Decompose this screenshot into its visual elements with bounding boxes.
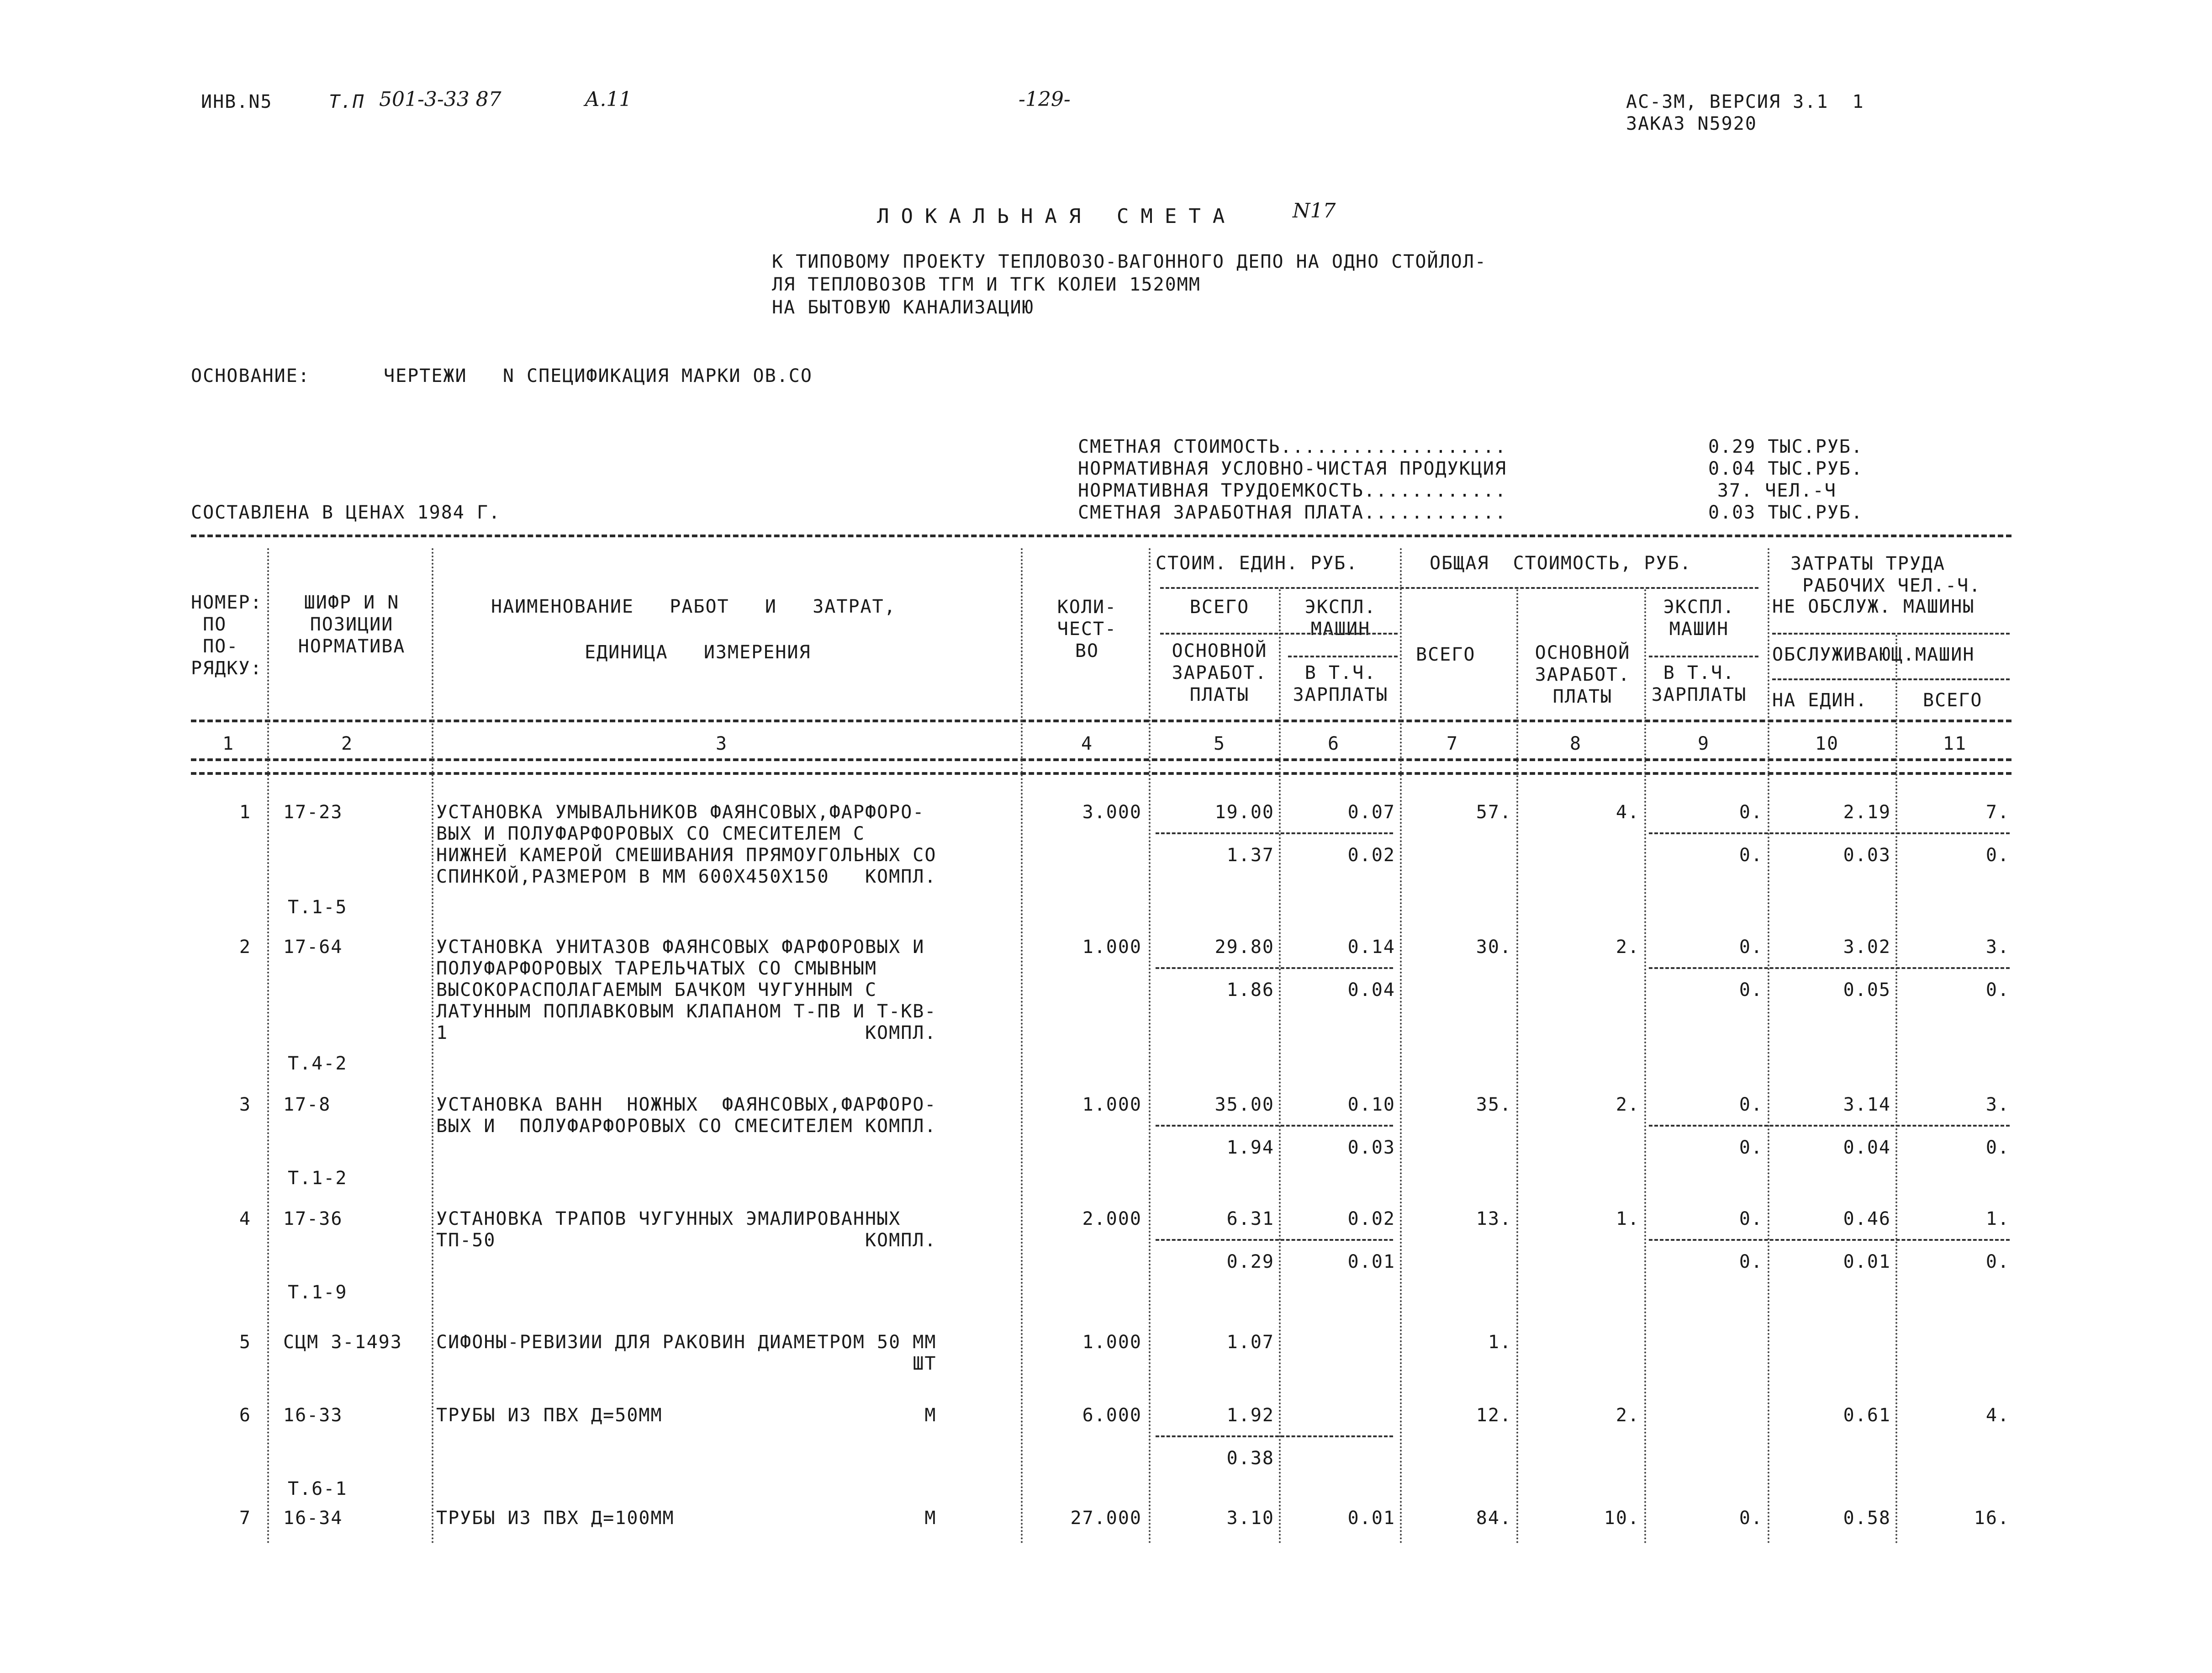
row-description-line: ПОЛУФАРФОРОВЫХ ТАРЕЛЬЧАТЫХ СО СМЫВНЫМ <box>436 958 877 979</box>
subtitle-line-3: НА БЫТОВУЮ КАНАЛИЗАЦИЮ <box>772 297 1034 318</box>
summary-value-labor: 37. ЧЕЛ.-Ч <box>1717 480 1837 501</box>
document-number: N17 <box>1293 199 1336 222</box>
cell-subrule <box>1156 1125 1393 1127</box>
row-labor-unit-2: 0.03 <box>1843 845 1891 866</box>
row-machine-wage: 0. <box>1739 1508 1763 1529</box>
summary-value-wage: 0.03 ТЫС.РУБ. <box>1708 502 1864 523</box>
column-separator <box>267 548 269 1544</box>
row-description-line: ВЫХ И ПОЛУФАРФОРОВЫХ СО СМЕСИТЕЛЕМ КОМПЛ. <box>436 1116 937 1137</box>
row-description-line: ТП-50 КОМПЛ. <box>436 1230 937 1251</box>
cell-subrule <box>1156 832 1393 834</box>
row-sum: 1. <box>1488 1332 1512 1353</box>
row-sum: 57. <box>1476 802 1512 823</box>
row-description-line: ВЫХ И ПОЛУФАРФОРОВЫХ СО СМЕСИТЕЛЕМ С <box>436 823 865 844</box>
page-number: -129- <box>1019 88 1071 111</box>
row-unit-wage: 0.38 <box>1226 1448 1274 1469</box>
col-header-total-cost: ОБЩАЯ СТОИМОСТЬ, РУБ. <box>1430 553 1692 574</box>
col-number-3: 3 <box>715 733 728 754</box>
cell-subrule <box>1649 832 2010 834</box>
subtitle-line-2: ЛЯ ТЕПЛОВОЗОВ ТГМ И ТГК КОЛЕИ 1520ММ <box>772 274 1201 295</box>
tp-number: 501-3-33 87 <box>379 88 502 111</box>
col-header-unit-total: ВСЕГО ОСНОВНОЙ ЗАРАБОТ. ПЛАТЫ <box>1172 597 1267 705</box>
column-separator <box>1895 635 1897 1544</box>
col-header-number: НОМЕР: ПО ПО- РЯДКУ: <box>191 592 263 679</box>
row-sum: 30. <box>1476 937 1512 958</box>
row-machine-wage: 0. <box>1739 1208 1763 1229</box>
row-quantity: 1.000 <box>1082 1332 1142 1353</box>
header-bottom-rule <box>191 720 2011 722</box>
row-description-line: ТРУБЫ ИЗ ПВХ Д=100ММ М <box>436 1508 937 1529</box>
summary-label-wage: СМЕТНАЯ ЗАРАБОТНАЯ ПЛАТА............ <box>1078 502 1507 523</box>
row-machine-wage-2: 0. <box>1739 1137 1763 1158</box>
summary-label-labor: НОРМАТИВНАЯ ТРУДОЕМКОСТЬ............ <box>1078 480 1507 501</box>
basis-value: ЧЕРТЕЖИ N СПЕЦИФИКАЦИЯ МАРКИ ОВ.СО <box>384 365 813 386</box>
row-machine-wage: 0. <box>1739 802 1763 823</box>
row-labor-total: 7. <box>1985 802 2010 823</box>
col-header-unit-machine: ЭКСПЛ. МАШИН В Т.Ч. ЗАРПЛАТЫ <box>1293 597 1388 705</box>
row-reference: Т.1-2 <box>288 1168 348 1189</box>
row-unit-machine: 0.10 <box>1347 1094 1395 1115</box>
row-unit-wage: 0.29 <box>1226 1251 1274 1272</box>
col-number-1: 1 <box>222 733 235 754</box>
column-separator <box>1021 548 1023 1544</box>
col-header-wage: ОСНОВНОЙ ЗАРАБОТ. ПЛАТЫ <box>1535 642 1631 707</box>
row-description-line: УСТАНОВКА ВАНН НОЖНЫХ ФАЯНСОВЫХ,ФАРФОРО- <box>436 1094 937 1115</box>
row-sum: 35. <box>1476 1094 1512 1115</box>
row-unit-wage: 1.37 <box>1226 845 1274 866</box>
column-separator <box>432 548 433 1544</box>
row-labor-total-2: 0. <box>1985 1251 2010 1272</box>
column-separator <box>1400 548 1402 1544</box>
row-sum: 12. <box>1476 1405 1512 1426</box>
column-separator <box>1768 548 1769 1544</box>
row-unit-machine-wage: 0.03 <box>1347 1137 1395 1158</box>
column-separator <box>1516 589 1518 1544</box>
row-labor-unit: 0.58 <box>1843 1508 1891 1529</box>
header-subrule <box>1288 656 1398 657</box>
col-header-unit-cost: СТОИМ. ЕДИН. РУБ. <box>1156 553 1358 574</box>
col-number-10: 10 <box>1815 733 1839 754</box>
col-header-labor-total: ВСЕГО <box>1923 690 1983 711</box>
row-unit-wage: 1.86 <box>1226 979 1274 1001</box>
row-labor-unit: 2.19 <box>1843 802 1891 823</box>
row-description-line: 1 КОМПЛ. <box>436 1022 937 1043</box>
cell-subrule <box>1156 967 1393 969</box>
row-number: 5 <box>239 1332 251 1353</box>
row-description-line: НИЖНЕЙ КАМЕРОЙ СМЕШИВАНИЯ ПРЯМОУГОЛЬНЫХ СО <box>436 845 937 866</box>
row-unit-machine: 0.02 <box>1347 1208 1395 1229</box>
row-machine-wage: 0. <box>1739 937 1763 958</box>
row-unit-total: 35.00 <box>1214 1094 1274 1115</box>
row-labor-total: 1. <box>1985 1208 2010 1229</box>
row-number: 3 <box>239 1094 251 1115</box>
row-quantity: 1.000 <box>1082 937 1142 958</box>
col-header-unit: ЕДИНИЦА ИЗМЕРЕНИЯ <box>585 642 811 663</box>
prices-note: СОСТАВЛЕНА В ЦЕНАХ 1984 Г. <box>191 502 501 523</box>
row-quantity: 6.000 <box>1082 1405 1142 1426</box>
row-labor-unit: 0.46 <box>1843 1208 1891 1229</box>
row-description-line: ШТ <box>436 1353 937 1374</box>
column-separator <box>1279 589 1281 1544</box>
row-unit-total: 1.07 <box>1226 1332 1274 1353</box>
col-header-labor-not-serving: НЕ ОБСЛУЖ. МАШИНЫ <box>1772 596 1975 617</box>
row-quantity: 1.000 <box>1082 1094 1142 1115</box>
row-wage-sum: 10. <box>1604 1508 1640 1529</box>
header-subrule <box>1772 633 2010 635</box>
row-quantity: 2.000 <box>1082 1208 1142 1229</box>
row-reference: Т.1-5 <box>288 897 348 918</box>
col-number-4: 4 <box>1081 733 1093 754</box>
row-description-line: УСТАНОВКА ТРАПОВ ЧУГУННЫХ ЭМАЛИРОВАННЫХ <box>436 1208 901 1229</box>
col-number-11: 11 <box>1943 733 1967 754</box>
row-wage-sum: 2. <box>1615 1094 1640 1115</box>
row-labor-total-2: 0. <box>1985 979 2010 1001</box>
row-unit-total: 6.31 <box>1226 1208 1274 1229</box>
column-separator <box>1644 589 1646 1544</box>
summary-value-production: 0.04 ТЫС.РУБ. <box>1708 458 1864 479</box>
row-labor-total: 3. <box>1985 1094 2010 1115</box>
row-code: 17-8 <box>283 1094 331 1115</box>
col-number-7: 7 <box>1446 733 1459 754</box>
header-subrule <box>1772 678 2010 680</box>
row-labor-total: 3. <box>1985 937 2010 958</box>
system-version: АС-3М, ВЕРСИЯ 3.1 1 <box>1626 91 1864 112</box>
order-number: ЗАКАЗ N5920 <box>1626 113 1757 134</box>
row-labor-unit-2: 0.04 <box>1843 1137 1891 1158</box>
col-header-name: НАИМЕНОВАНИЕ РАБОТ И ЗАТРАТ, <box>491 596 896 617</box>
tp-label: Т.П <box>329 91 365 112</box>
row-unit-machine-wage: 0.04 <box>1347 979 1395 1001</box>
col-header-machine: ЭКСПЛ. МАШИН В Т.Ч. ЗАРПЛАТЫ <box>1651 597 1747 705</box>
summary-value-cost: 0.29 ТЫС.РУБ. <box>1708 436 1864 457</box>
row-labor-unit-2: 0.05 <box>1843 979 1891 1001</box>
row-unit-machine-wage: 0.02 <box>1347 845 1395 866</box>
row-number: 7 <box>239 1508 251 1529</box>
row-machine-wage-2: 0. <box>1739 1251 1763 1272</box>
row-description-line: СИФОНЫ-РЕВИЗИИ ДЛЯ РАКОВИН ДИАМЕТРОМ 50 ММ <box>436 1332 937 1353</box>
row-description-line: УСТАНОВКА УМЫВАЛЬНИКОВ ФАЯНСОВЫХ,ФАРФОРО- <box>436 802 925 823</box>
summary-label-production: НОРМАТИВНАЯ УСЛОВНО-ЧИСТАЯ ПРОДУКЦИЯ <box>1078 458 1507 479</box>
row-sum: 84. <box>1476 1508 1512 1529</box>
row-machine-wage-2: 0. <box>1739 979 1763 1001</box>
row-labor-total-2: 0. <box>1985 1137 2010 1158</box>
cell-subrule <box>1649 967 2010 969</box>
row-quantity: 3.000 <box>1082 802 1142 823</box>
header-subrule <box>1160 587 1758 589</box>
row-code: 16-34 <box>283 1508 343 1529</box>
col-header-sum: ВСЕГО <box>1416 644 1476 665</box>
col-number-8: 8 <box>1569 733 1582 754</box>
col-header-qty: КОЛИ- ЧЕСТ- ВО <box>1057 597 1117 662</box>
row-labor-unit-2: 0.01 <box>1843 1251 1891 1272</box>
numbers-bottom-rule-2 <box>191 772 2011 775</box>
row-machine-wage: 0. <box>1739 1094 1763 1115</box>
row-labor-total-2: 0. <box>1985 845 2010 866</box>
col-number-6: 6 <box>1327 733 1340 754</box>
row-machine-wage-2: 0. <box>1739 845 1763 866</box>
cell-subrule <box>1649 1239 2010 1241</box>
row-code: 16-33 <box>283 1405 343 1426</box>
col-number-9: 9 <box>1697 733 1710 754</box>
col-header-labor-serving: ОБСЛУЖИВАЮЩ.МАШИН <box>1772 644 1975 665</box>
row-labor-unit: 3.02 <box>1843 937 1891 958</box>
row-code: 17-64 <box>283 937 343 958</box>
row-unit-wage: 1.94 <box>1226 1137 1274 1158</box>
row-unit-machine: 0.14 <box>1347 937 1395 958</box>
row-reference: Т.1-9 <box>288 1282 348 1303</box>
row-description-line: СПИНКОЙ,РАЗМЕРОМ В ММ 600Х450Х150 КОМПЛ. <box>436 866 937 887</box>
row-unit-machine: 0.07 <box>1347 802 1395 823</box>
row-labor-unit: 3.14 <box>1843 1094 1891 1115</box>
numbers-bottom-rule-1 <box>191 758 2011 761</box>
row-number: 1 <box>239 802 251 823</box>
album-number: А.11 <box>585 88 632 111</box>
cell-subrule <box>1649 1125 2010 1127</box>
row-quantity: 27.000 <box>1070 1508 1142 1529</box>
document-title: ЛОКАЛЬНАЯ СМЕТА <box>877 205 1237 228</box>
col-header-labor: ЗАТРАТЫ ТРУДА РАБОЧИХ ЧЕЛ.-Ч. <box>1790 553 1981 596</box>
row-number: 6 <box>239 1405 251 1426</box>
row-description-line: УСТАНОВКА УНИТАЗОВ ФАЯНСОВЫХ ФАРФОРОВЫХ И <box>436 937 925 958</box>
row-description-line: ЛАТУННЫМ ПОПЛАВКОВЫМ КЛАПАНОМ Т-ПВ И Т-КВ- <box>436 1001 937 1022</box>
row-number: 4 <box>239 1208 251 1229</box>
cell-subrule <box>1156 1239 1393 1241</box>
table-top-rule <box>191 535 2011 537</box>
row-unit-machine: 0.01 <box>1347 1508 1395 1529</box>
row-code: 17-36 <box>283 1208 343 1229</box>
summary-label-cost: СМЕТНАЯ СТОИМОСТЬ................... <box>1078 436 1507 457</box>
row-description-line: ТРУБЫ ИЗ ПВХ Д=50ММ М <box>436 1405 937 1426</box>
row-code: СЦМ 3-1493 <box>283 1332 402 1353</box>
row-unit-total: 3.10 <box>1226 1508 1274 1529</box>
row-labor-total: 4. <box>1985 1405 2010 1426</box>
col-number-5: 5 <box>1213 733 1226 754</box>
row-unit-total: 1.92 <box>1226 1405 1274 1426</box>
column-separator <box>1149 548 1151 1544</box>
basis-label: ОСНОВАНИЕ: <box>191 365 310 386</box>
col-header-code: ШИФР И N ПОЗИЦИИ НОРМАТИВА <box>298 592 406 657</box>
row-unit-total: 19.00 <box>1214 802 1274 823</box>
row-unit-total: 29.80 <box>1214 937 1274 958</box>
row-wage-sum: 2. <box>1615 1405 1640 1426</box>
row-wage-sum: 2. <box>1615 937 1640 958</box>
col-header-per-unit: НА ЕДИН. <box>1772 690 1868 711</box>
row-unit-machine-wage: 0.01 <box>1347 1251 1395 1272</box>
row-reference: Т.6-1 <box>288 1478 348 1499</box>
row-wage-sum: 4. <box>1615 802 1640 823</box>
row-number: 2 <box>239 937 251 958</box>
row-sum: 13. <box>1476 1208 1512 1229</box>
header-subrule <box>1649 656 1758 657</box>
cell-subrule <box>1156 1435 1393 1437</box>
inventory-number: ИНВ.N5 <box>201 91 273 112</box>
col-number-2: 2 <box>341 733 354 754</box>
row-reference: Т.4-2 <box>288 1053 348 1074</box>
row-wage-sum: 1. <box>1615 1208 1640 1229</box>
row-description-line: ВЫСОКОРАСПОЛАГАЕМЫМ БАЧКОМ ЧУГУННЫМ С <box>436 979 877 1001</box>
subtitle-line-1: К ТИПОВОМУ ПРОЕКТУ ТЕПЛОВОЗО-ВАГОННОГО ДЕПО НА ОДНО СТОЙЛОЛ- <box>772 251 1487 272</box>
row-labor-total: 16. <box>1974 1508 2010 1529</box>
row-labor-unit: 0.61 <box>1843 1405 1891 1426</box>
row-code: 17-23 <box>283 802 343 823</box>
